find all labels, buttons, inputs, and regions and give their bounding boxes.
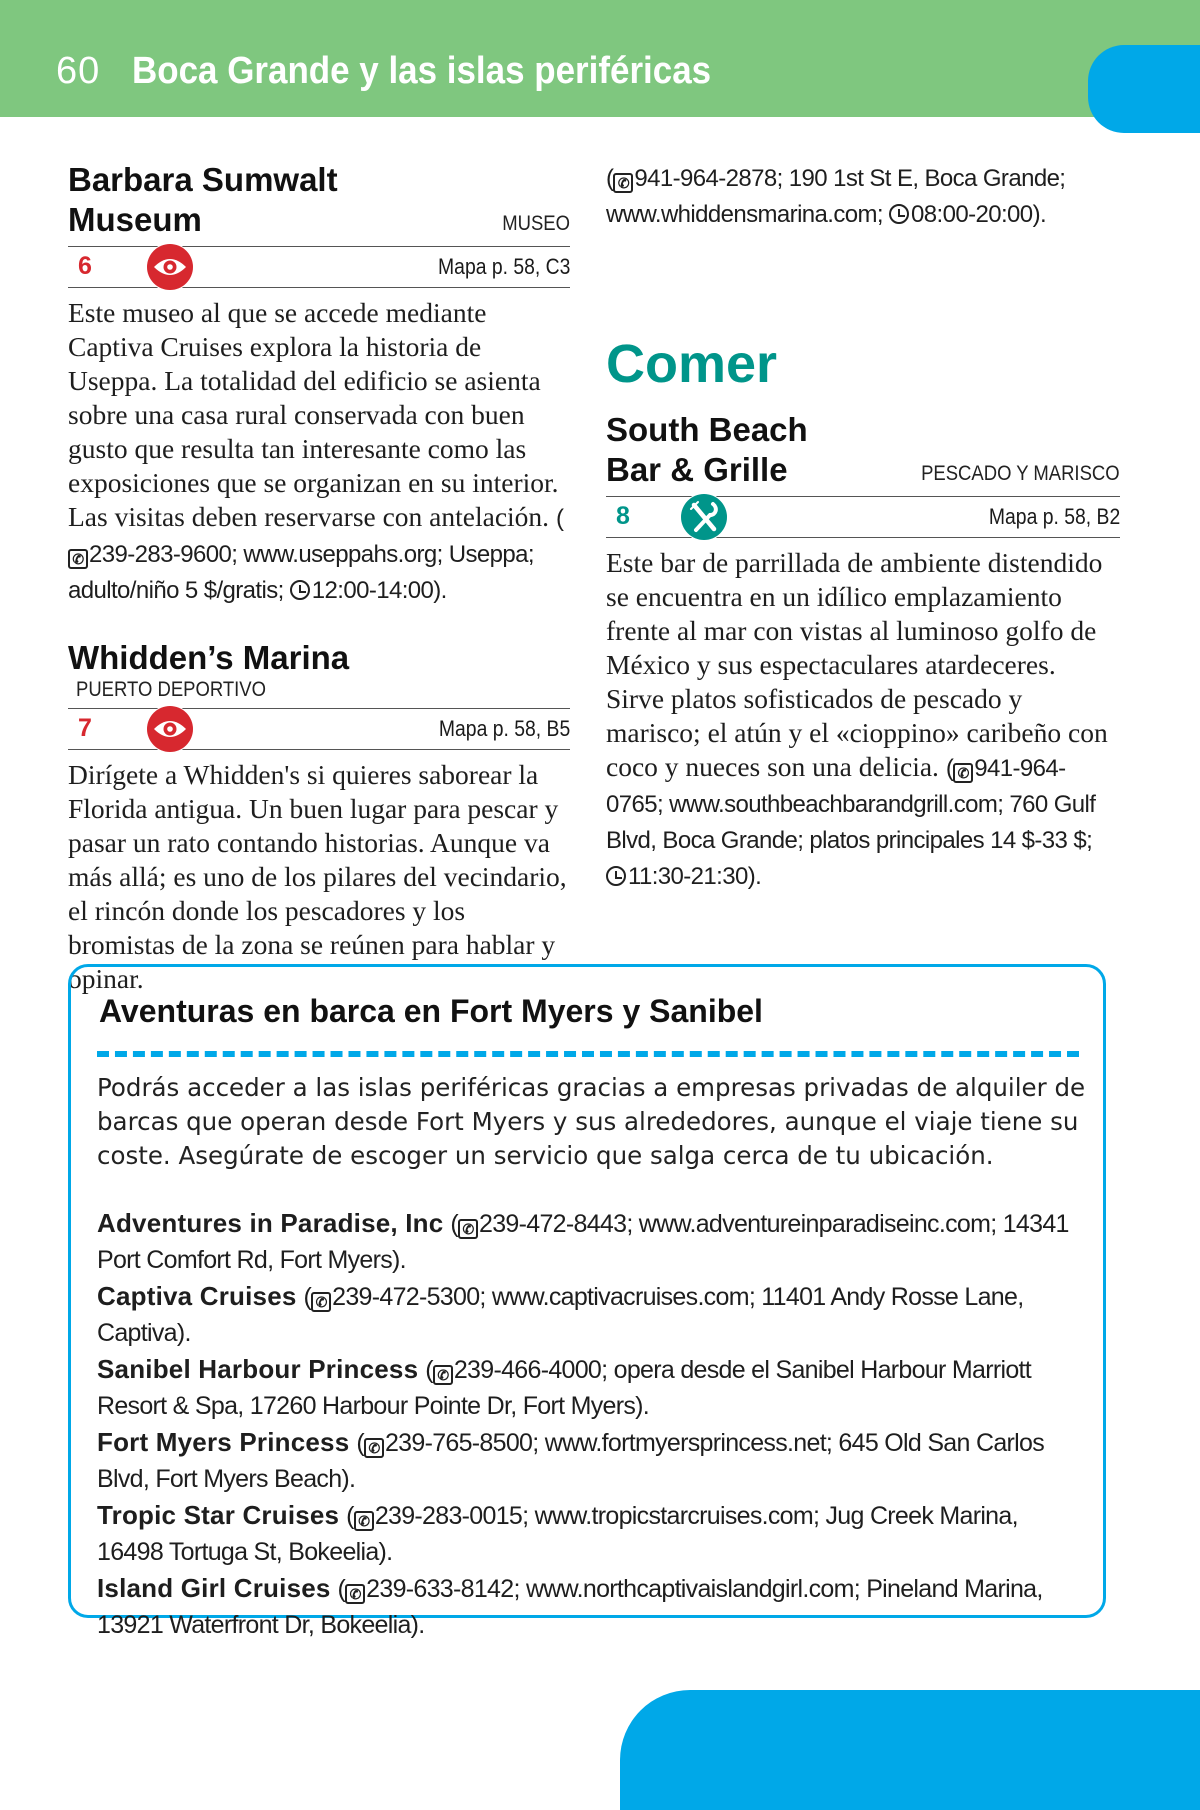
operator-detail: ; www.fortmyersprincess.net; 645 Old San Carlos Blvd, Fort Myers Beach). xyxy=(97,1429,1045,1493)
poi-info-text: ; www.useppahs.org; Useppa; adulto/niño 5 $/gratis; xyxy=(68,541,534,604)
poi-description xyxy=(606,546,1120,894)
poi-info: ( ✆ 941-964-2878; 190 1st St E, Boca Grande; www.whiddensmarina.com; 08:00-20:00). xyxy=(606,165,1066,228)
eye-icon xyxy=(146,243,194,291)
poi-hours: 12:00-14:00 xyxy=(311,577,434,604)
operator-name: Adventures in Paradise, Inc xyxy=(97,1208,444,1238)
operator-item: Captiva Cruises ( ✆ 239-472-5300; www.captivacruises.com; 11401 Andy Rosse Lane, Captiva). xyxy=(97,1281,1024,1347)
chapter-tab-bottom xyxy=(620,1690,1200,1810)
poi-type: PUERTO DEPORTIVO xyxy=(76,678,266,701)
poi-map-ref: Mapa p. 58, B2 xyxy=(988,504,1120,529)
phone-icon: ✆ xyxy=(364,1438,384,1458)
operator-phone: 239-283-0015 xyxy=(374,1502,523,1530)
operator-name: Tropic Star Cruises xyxy=(97,1500,340,1530)
poi-name: Whidden’s Marina xyxy=(68,639,350,676)
chapter-title: Boca Grande y las islas periféricas xyxy=(132,50,712,92)
page-header xyxy=(0,0,1200,117)
poi-phone: 941-964-0765 xyxy=(606,755,1066,818)
poi-entry xyxy=(68,638,570,996)
poi-map-ref: Mapa p. 58, B5 xyxy=(438,716,570,741)
poi-type: MUSEO xyxy=(502,212,570,235)
phone-icon: ✆ xyxy=(433,1365,453,1385)
fork-knife-icon xyxy=(680,493,728,541)
operator-name: Captiva Cruises xyxy=(97,1281,297,1311)
phone-icon: ✆ xyxy=(311,1292,331,1312)
poi-body: Este bar de parrillada de ambiente distendido se encuentra en un idílico emplazamiento frente al mar con vistas al luminoso golfo de México y sus espectaculares atardeceres. Sirve platos sofisticados de pescado y marisco; el atún y el «cioppino» caribeño con coco y nueces son una delicia. xyxy=(606,547,1108,782)
poi-bar xyxy=(68,708,570,750)
operator-item: Island Girl Cruises ( ✆ 239-633-8142; www.northcaptivaislandgirl.com; Pineland Marina, 13921 Waterfront Dr, Bokeelia). xyxy=(97,1573,1043,1639)
box-divider xyxy=(97,1051,1079,1057)
poi-number: 7 xyxy=(78,714,92,742)
poi-description xyxy=(68,296,570,608)
box-title: Aventuras en barca en Fort Myers y Sanibel xyxy=(99,993,763,1029)
poi-number: 6 xyxy=(78,252,92,280)
operator-item: Tropic Star Cruises ( ✆ 239-283-0015; www.tropicstarcruises.com; Jug Creek Marina, 16498 Tortuga St, Bokeelia). xyxy=(97,1500,1018,1566)
operator-item: Adventures in Paradise, Inc ( ✆ 239-472-8443; www.adventureinparadiseinc.com; 14341 Port Comfort Rd, Fort Myers). xyxy=(97,1208,1069,1274)
continuation-text xyxy=(606,160,1120,232)
poi-entry xyxy=(68,160,570,608)
section-title-comer: Comer xyxy=(606,334,778,394)
operator-detail: ; www.captivacruises.com; 11401 Andy Rosse Lane, Captiva). xyxy=(97,1283,1024,1347)
operator-phone: 239-466-4000 xyxy=(453,1356,602,1384)
poi-info: ( ✆ 941-964-0765; www.southbeachbarandgrill.com; 760 Gulf Blvd, Boca Grande; platos principales 14 $-33 $; 11:30-21:30). xyxy=(606,755,1096,890)
poi-phone: 941-964-2878 xyxy=(634,165,777,192)
poi-description xyxy=(68,758,570,996)
poi-heading xyxy=(68,638,570,702)
operator-phone: 239-765-8500 xyxy=(384,1429,533,1457)
poi-info-text: ; 190 1st St E, Boca Grande; www.whiddensmarina.com; xyxy=(606,165,1066,228)
operator-phone: 239-472-8443 xyxy=(479,1210,627,1238)
phone-icon: ✆ xyxy=(953,763,973,783)
poi-description-continued xyxy=(606,160,1120,296)
poi-heading xyxy=(68,160,570,240)
phone-icon: ✆ xyxy=(458,1219,478,1239)
clock-icon xyxy=(889,204,909,224)
operator-detail: ; opera desde el Sanibel Harbour Marriott Resort & Spa, 17260 Harbour Pointe Dr, Fort Myers). xyxy=(97,1356,1032,1420)
operator-name: Island Girl Cruises xyxy=(97,1573,331,1603)
operator-detail: ; www.northcaptivaislandgirl.com; Pineland Marina, 13921 Waterfront Dr, Bokeelia). xyxy=(97,1575,1043,1639)
phone-icon: ✆ xyxy=(613,173,633,193)
operator-detail: ; www.adventureinparadiseinc.com; 14341 Port Comfort Rd, Fort Myers). xyxy=(97,1210,1069,1274)
clock-icon xyxy=(606,866,626,886)
poi-entry xyxy=(606,410,1120,894)
phone-icon: ✆ xyxy=(354,1511,374,1531)
poi-heading xyxy=(606,410,1120,490)
poi-body: Dirígete a Whidden's si quieres saborear la Florida antigua. Un buen lugar para pescar y pasar un rato contando historias. Aunque va más allá; es uno de los pilares del vecindario, el rincón donde los pescadores y los bromistas de la zona se reúnen para hablar y opinar. xyxy=(68,759,567,994)
poi-name: Barbara Sumwalt Museum xyxy=(68,161,338,238)
poi-info-text: ; www.southbeachbarandgrill.com; 760 Gulf Blvd, Boca Grande; platos principales 14 $-33 $; xyxy=(606,791,1096,854)
poi-bar xyxy=(68,246,570,288)
page-number: 60 xyxy=(56,50,101,92)
poi-name-line1: South Beach xyxy=(606,411,808,448)
box-intro: Podrás acceder a las islas periféricas gracias a empresas privadas de alquiler de barcas que operan desde Fort Myers y sus alrededores, aunque el viaje tiene su coste. Asegúrate de escoger un servicio que salga cerca de tu ubicación. xyxy=(97,1073,1086,1170)
poi-bar xyxy=(606,496,1120,538)
poi-name-line2: Bar & Grille xyxy=(606,451,788,488)
left-column xyxy=(68,160,570,996)
poi-hours: 08:00-20:00 xyxy=(911,201,1033,228)
operator-phone: 239-472-5300 xyxy=(332,1283,480,1311)
operator-item: Fort Myers Princess ( ✆ 239-765-8500; www.fortmyersprincess.net; 645 Old San Carlos Blvd, Fort Myers Beach). xyxy=(97,1427,1045,1493)
phone-icon: ✆ xyxy=(345,1584,365,1604)
poi-phone: 239-283-9600 xyxy=(89,541,232,568)
operator-phone: 239-633-8142 xyxy=(366,1575,514,1603)
poi-type: PESCADO Y MARISCO xyxy=(921,462,1120,485)
poi-info: (✆ 239-283-9600; www.useppahs.org; Useppa; adulto/niño 5 $/gratis; 12:00-14:00). xyxy=(68,505,564,604)
feature-box xyxy=(68,964,1106,1639)
eye-icon xyxy=(146,705,194,753)
operator-detail: ; www.tropicstarcruises.com; Jug Creek Marina, 16498 Tortuga St, Bokeelia). xyxy=(97,1502,1018,1566)
operator-name: Fort Myers Princess xyxy=(97,1427,350,1457)
poi-number: 8 xyxy=(616,502,630,530)
operator-item: Sanibel Harbour Princess ( ✆ 239-466-4000; opera desde el Sanibel Harbour Marriott Resort & Spa, 17260 Harbour Pointe Dr, Fort Myers). xyxy=(97,1354,1032,1420)
chapter-tab-top xyxy=(1088,45,1200,133)
operator-list xyxy=(97,1205,1087,1643)
poi-body: Este museo al que se accede mediante Captiva Cruises explora la historia de Useppa. La totalidad del edificio se asienta sobre una casa rural conservada con buen gusto que resulta tan interesante como las exposiciones que se organizan en su interior. Las visitas deben reservarse con antelación. xyxy=(68,297,559,532)
operator-name: Sanibel Harbour Princess xyxy=(97,1354,419,1384)
right-column xyxy=(606,160,1120,894)
clock-icon xyxy=(290,580,310,600)
phone-icon: ✆ xyxy=(68,549,88,569)
poi-hours: 11:30-21:30 xyxy=(628,863,748,890)
poi-map-ref: Mapa p. 58, C3 xyxy=(437,254,570,279)
